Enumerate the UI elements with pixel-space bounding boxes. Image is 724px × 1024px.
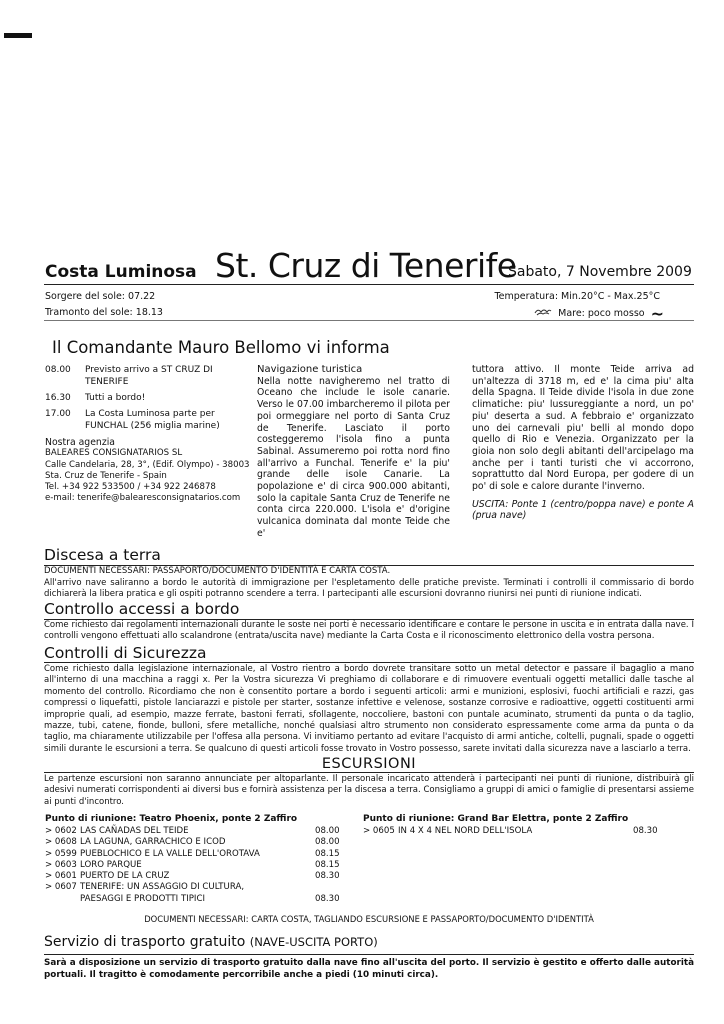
excursion-docs-note: DOCUMENTI NECESSARI: CARTA COSTA, TAGLIANDO ESCURSIONE E PASSAPORTO/DOCUMENTO D'IDENTITÀ — [144, 914, 594, 924]
port-title: St. Cruz di Tenerife — [215, 246, 517, 285]
schedule-text: Tutti a bordo! — [85, 393, 146, 403]
schedule-text: La Costa Luminosa parte per FUNCHAL (256 miglia marine) — [85, 409, 220, 431]
excursion-row — [45, 860, 345, 871]
excursion-list-2 — [363, 826, 663, 837]
excursion-time: 08.00 — [315, 826, 340, 836]
schedule-row — [45, 392, 250, 404]
access-control-text: Come richiesto dai regolamenti internazionali durante le soste nei porti è necessario identificare e contare le persone in uscita e in entrata dalla nave. I controlli vengono effettuati allo scalandrone (entrata/uscita nave) mediante la Carta Costa e il riconoscimento elettronico della vostra persona. — [44, 620, 694, 642]
excursion-time: 08.30 — [315, 871, 340, 882]
disembark-title: Discesa a terra — [44, 546, 161, 564]
excursion-row — [363, 826, 663, 837]
meeting-point-1: Punto di riunione: Teatro Phoenix, ponte 2 Zaffiro — [45, 814, 298, 824]
shuttle-title-sub: (NAVE-USCITA PORTO) — [249, 935, 378, 949]
security-title: Controlli di Sicurezza — [44, 644, 207, 662]
agency-info — [45, 437, 255, 505]
tilde-icon: ~ — [650, 303, 664, 323]
excursion-code: > 0601 — [45, 871, 77, 882]
excursion-row — [45, 837, 345, 848]
excursion-time: 08.30 — [315, 893, 340, 904]
navigation-title: Navigazione turistica — [257, 364, 363, 375]
excursion-code: > 0607 — [45, 882, 77, 893]
sea-label: Mare: poco mosso — [558, 307, 645, 319]
shuttle-title — [44, 934, 378, 950]
excursion-name: TENERIFE: UN ASSAGGIO DI CULTURA, PAESAGGI E PRODOTTI TIPICI — [80, 882, 245, 904]
agency-label: Nostra agenzia — [45, 437, 115, 448]
weather-divider — [44, 320, 694, 321]
exit-info: USCITA: Ponte 1 (centro/poppa nave) e ponte A (prua nave) — [472, 498, 694, 522]
excursion-time: 08.15 — [315, 848, 340, 859]
schedule-text: Previsto arrivo a ST CRUZ DI TENERIFE — [85, 365, 213, 387]
wave-icon — [534, 306, 552, 321]
corner-registration-mark — [4, 33, 32, 38]
agency-name: BALEARES CONSIGNATARIOS SL — [45, 448, 183, 459]
schedule-time: 16.30 — [45, 393, 71, 403]
shuttle-text: Sarà a disposizione un servizio di trasporto gratuito dalla nave fino all'uscita del porto. Il servizio è gestito e offerto dalle autorità portuali. Il tragitto è comodamente percorribile anche a piedi (10 minuti circa). — [44, 958, 694, 980]
schedule — [45, 364, 250, 432]
excursion-list-1 — [45, 826, 345, 905]
ship-name: Costa Luminosa — [45, 262, 197, 282]
sea-condition — [534, 303, 664, 323]
shuttle-divider — [44, 954, 694, 955]
excursion-code: > 0603 — [45, 859, 77, 870]
temperature: Temperatura: Min.20°C - Max.25°C — [494, 291, 660, 302]
schedule-time: 17.00 — [45, 409, 71, 419]
excursion-time: 08.15 — [315, 859, 340, 870]
excursion-name: LORO PARQUE — [80, 859, 142, 870]
excursion-row — [45, 826, 345, 837]
security-divider — [44, 662, 694, 663]
navigation-column-continued — [472, 364, 694, 522]
schedule-row — [45, 408, 250, 432]
sunset: Tramonto del sole: 18.13 — [45, 307, 163, 318]
disembark-docs-note: DOCUMENTI NECESSARI: PASSAPORTO/DOCUMENTO D'IDENTITÀ E CARTA COSTA. — [44, 566, 391, 576]
excursion-row — [45, 871, 345, 882]
disembark-text: All'arrivo nave saliranno a bordo le autorità di immigrazione per l'espletamento delle pratiche previste. Terminati i controlli il commissario di bordo dichiarerà la libera pratica e gli ospiti potranno scendere a terra. I partecipanti alle escursioni dovranno riunirsi nei punti di riunione indicati. — [44, 578, 694, 600]
navigation-text: Nella notte navigheremo nel tratto di Oceano che include le isole canarie. Verso le 07.00 imbarcheremo il pilota per poi ormeggiare nel porto di Santa Cruz de Tenerife. Lasciato il porto costeggeremo l'isola fino a punta Sabinal. Assumeremo poi rotta nord fino all'arrivo a Funchal. Tenerife e' la piu' grande delle isole Canarie. La popolazione e' di circa 900.000 abitanti, solo la capitale Santa Cruz de Tenerife ne conta circa 220.000. L'isola e' d'origine vulcanica dominata dal monte Teide che e' — [257, 375, 450, 539]
excursion-code: > 0599 — [45, 848, 77, 859]
excursion-code: > 0605 — [363, 826, 395, 836]
date: Sabato, 7 Novembre 2009 — [508, 264, 692, 280]
access-control-title: Controllo accessi a bordo — [44, 600, 240, 618]
excursion-row — [45, 882, 345, 905]
sunrise: Sorgere del sole: 07.22 — [45, 291, 156, 302]
captain-title: Il Comandante Mauro Bellomo vi informa — [52, 338, 390, 357]
schedule-row — [45, 364, 250, 388]
excursion-name: PUEBLOCHICO E LA VALLE DELL'OROTAVA — [80, 848, 260, 859]
agency-address: Calle Candelaria, 28, 3°, (Edif. Olympo) - 38003 — [45, 459, 250, 470]
excursions-title: ESCURSIONI — [321, 756, 417, 772]
excursion-time: 08.00 — [315, 837, 340, 848]
header-divider — [44, 284, 694, 285]
shuttle-title-main: Servizio di trasporto gratuito — [44, 934, 246, 950]
agency-city: Sta. Cruz de Tenerife - Spain — [45, 470, 167, 481]
excursion-code: > 0608 — [45, 837, 77, 848]
excursion-code: > 0602 — [45, 826, 77, 836]
excursion-name: LAS CAÑADAS DEL TEIDE — [80, 826, 189, 836]
navigation-column — [257, 364, 450, 540]
schedule-time: 08.00 — [45, 365, 71, 375]
excursion-name: IN 4 X 4 NEL NORD DELL'ISOLA — [398, 826, 533, 836]
excursion-name: LA LAGUNA, GARRACHICO E ICOD — [80, 837, 226, 848]
security-text: Come richiesto dalla legislazione internazionale, al Vostro rientro a bordo dovrete transitare sotto un metal detector e passare il bagaglio a mano all'interno di una macchina a raggi x. Per la Vostra sicurezza Vi preghiamo di collaborare e di rimuovere eventuali oggetti metallici dalle tasche al momento del controllo. Ricordiamo che non è consentito portare a bordo i seguenti articoli: armi e munizioni, esplosivi, fuochi artificiali e razzi, gas compressi o liquefatti, pistole lanciarazzi e pistole per starter, sostanze infettive e velenose, sostanze corrosive e radioattive, oggetti costituenti armi improprie quali, ad esempio, mazze ferrate, bastoni ferrati, sfollagente, noccoliere, bastoni con puntale acuminato, strumenti da punta o da taglio, mazze, tubi, catene, fionde, bulloni, sfere metalliche, nonché qualsiasi altro strumento non considerato espressamente come arma da punta o da taglio, ma chiaramente utilizzabile per l'offesa alla persona. Vi invitiamo pertanto ad evitare l'acquisto di armi antiche, coltelli, pugnali, spade o oggetti simili durante le escursioni a terra. Se qualcuno di questi articoli fosse trovato in Vostro possesso, sarete invitati dalla sicurezza nave a lasciarlo a terra. — [44, 664, 694, 754]
agency-phone: Tel. +34 922 533500 / +34 922 246878 — [45, 482, 216, 493]
excursions-divider — [44, 772, 694, 773]
navigation-text-continued: tuttora attivo. Il monte Teide arriva ad un'altezza di 3718 m, ed e' la cima piu' alta della Spagna. Il Teide divide l'isola in due zone climatiche: piu' lussureggiante a nord, un po' piu' deserta a sud. A febbraio e' organizzato uno dei carnevali piu' belli al mondo dopo quello di Rio e Venezia. Organizzato per la gioia non solo degli abitanti dell'arcipelago ma anche per i tanti turisti che vi accorrono, soprattutto dal Nord Europa, per godere di un po' di sole e calore durante l'inverno. — [472, 364, 694, 493]
meeting-point-2: Punto di riunione: Grand Bar Elettra, ponte 2 Zaffiro — [363, 814, 629, 824]
excursion-row — [45, 849, 345, 860]
excursions-text: Le partenze escursioni non saranno annunciate per altoparlante. Il personale incaricato attenderà i partecipanti nei punti di riunione, distribuirà gli adesivi numerati corrispondenti ai diversi bus e fornirà assistenza per la discesa a terra. Consigliamo a gruppi di amici o famiglie di presentarsi assieme ai punti d'incontro. — [44, 774, 694, 807]
excursion-time: 08.30 — [633, 826, 658, 836]
agency-email: e-mail: tenerife@balearesconsignatarios.com — [45, 493, 241, 504]
excursion-name: PUERTO DE LA CRUZ — [80, 871, 170, 882]
